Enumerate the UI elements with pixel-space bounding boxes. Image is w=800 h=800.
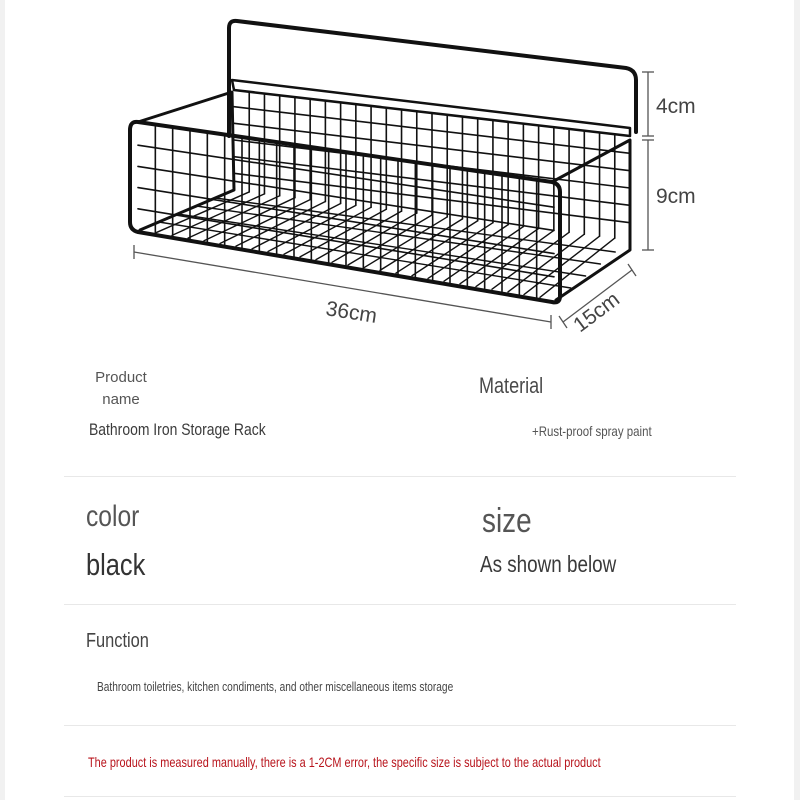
color-label: color	[86, 500, 140, 533]
divider-2	[64, 604, 736, 605]
color-value: black	[86, 547, 146, 582]
function-value: Bathroom toiletries, kitchen condiments, and other miscellaneous items storage	[97, 679, 454, 694]
product-name-label-line1: Product	[95, 369, 147, 386]
size-label: size	[482, 502, 532, 540]
measurement-note: The product is measured manually, there is a 1-2CM error, the specific size is subject to the actual product	[88, 754, 601, 770]
divider-1	[64, 476, 736, 477]
rack-right-side	[552, 140, 630, 300]
product-name-label	[91, 367, 151, 411]
material-value: +Rust-proof spray paint	[532, 423, 652, 439]
product-name-label-line2: name	[102, 391, 140, 408]
dimension-label-height: 9cm	[656, 185, 696, 208]
dimension-label-length: 36cm	[324, 297, 379, 328]
product-image	[0, 0, 800, 345]
dimension-label-handle: 4cm	[656, 95, 696, 118]
product-name-value: Bathroom Iron Storage Rack	[89, 420, 266, 439]
rack-back-panel	[232, 80, 630, 136]
size-value: As shown below	[480, 551, 617, 577]
dimension-label-depth: 15cm	[569, 287, 625, 337]
material-label: Material	[479, 373, 544, 398]
divider-4	[64, 796, 736, 797]
storage-rack-illustration	[130, 21, 636, 303]
divider-3	[64, 725, 736, 726]
function-label: Function	[86, 630, 149, 652]
